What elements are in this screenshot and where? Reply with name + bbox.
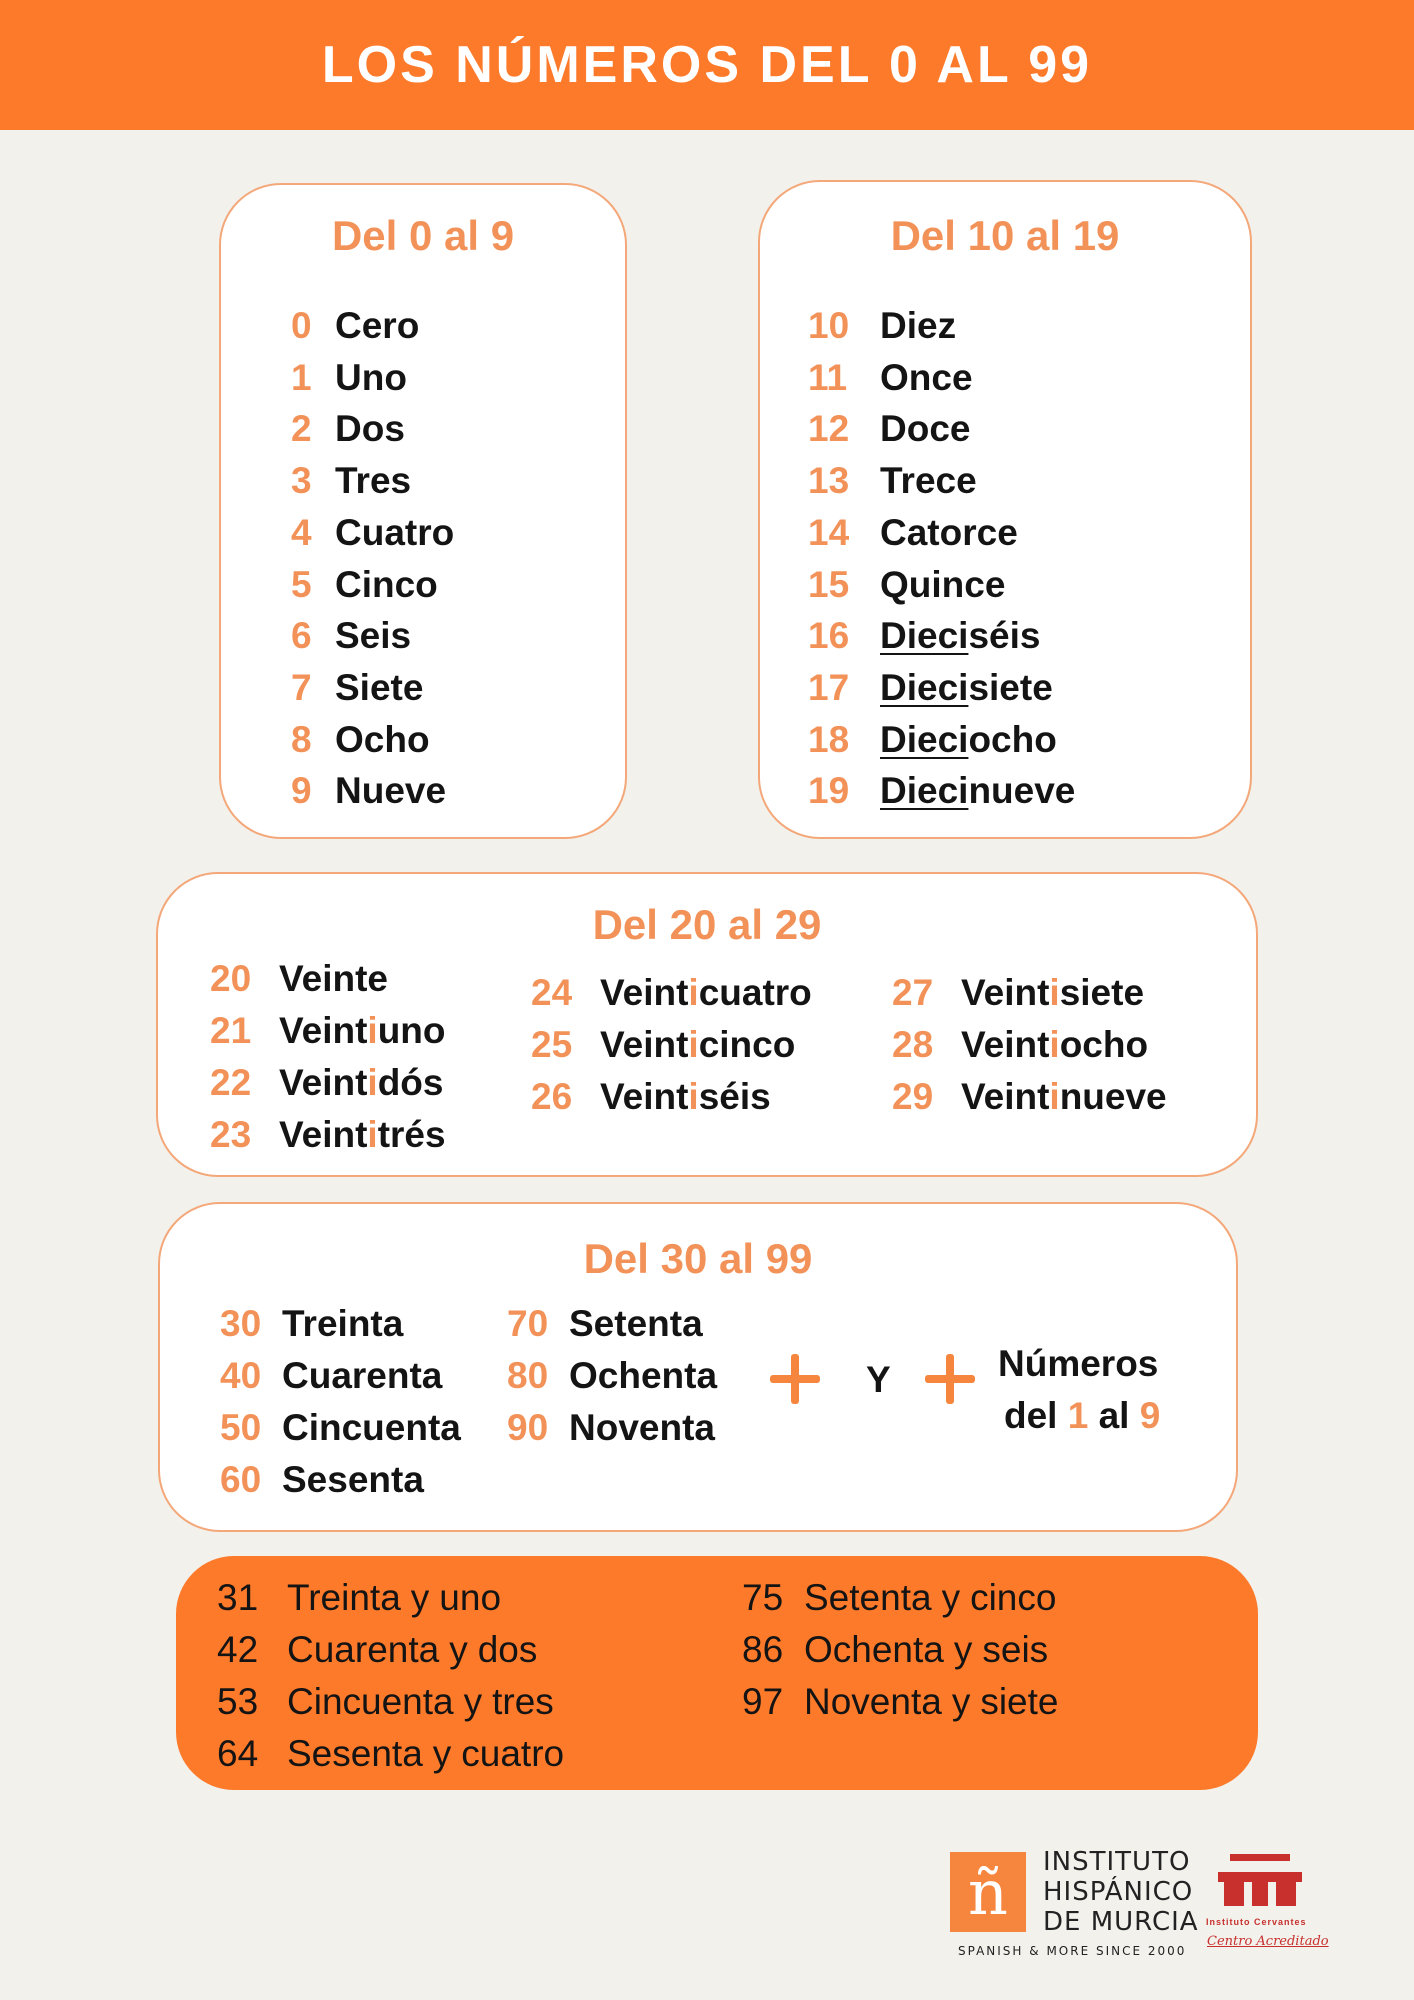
cervantes-subtitle: Centro Acreditado: [1207, 1934, 1329, 1949]
number-word: Ocho: [335, 718, 430, 760]
number-word-stem: Veint: [600, 1024, 689, 1065]
number-word-unit: séis: [698, 1076, 771, 1117]
number-word: Cuarenta: [282, 1355, 443, 1396]
example-row: [742, 1676, 1058, 1728]
number-digit: 2: [291, 408, 312, 450]
example-row: [217, 1572, 501, 1624]
number-word-unit: cinco: [698, 1024, 796, 1065]
number-digit: 7: [291, 666, 312, 708]
card-0-9-title: Del 0 al 9: [331, 212, 515, 259]
example-unit: cuatro: [461, 1733, 565, 1774]
number-word-unit: uno: [377, 1010, 446, 1051]
card-20-29-title: Del 20 al 29: [592, 901, 822, 948]
number-word: Cinco: [335, 563, 438, 605]
number-word-stem: Veinte: [279, 958, 388, 999]
number-digit: 6: [291, 615, 312, 657]
number-digit: 8: [291, 718, 312, 760]
number-word: Tres: [335, 460, 412, 502]
number-digit: 22: [210, 1062, 252, 1103]
number-row: [210, 1109, 446, 1161]
number-word: Ochenta: [569, 1355, 718, 1396]
example-y: y: [463, 1681, 483, 1722]
number-digit: 9: [291, 770, 312, 812]
number-row: [291, 507, 454, 559]
number-row: [291, 300, 419, 352]
number-digit: 16: [808, 615, 850, 657]
number-word-unit: dós: [377, 1062, 444, 1103]
number-word-stem: Veint: [279, 1010, 368, 1051]
number-digit: 80: [507, 1355, 549, 1396]
number-word: Noventa: [569, 1407, 715, 1448]
number-row: [291, 559, 438, 611]
number-row: [808, 610, 1040, 662]
number-digit: 29: [892, 1076, 934, 1117]
number-word: Sesenta: [282, 1459, 424, 1500]
cervantes-logo-icon: [1216, 1852, 1304, 1910]
number-row: [291, 403, 405, 455]
card-10-19-title: Del 10 al 19: [890, 212, 1120, 259]
number-word-prefix: Dieci: [880, 770, 969, 812]
number-word: Seis: [335, 615, 412, 657]
number-digit: 1: [291, 356, 312, 398]
example-number: 75: [742, 1577, 784, 1618]
number-row: [220, 1454, 424, 1506]
number-word-stem: Veint: [961, 1076, 1050, 1117]
logo-line-2: HISPÁNICO: [1043, 1877, 1194, 1907]
number-row: [291, 352, 407, 404]
plus-icon: [925, 1354, 975, 1404]
number-word-link: i: [367, 1114, 378, 1155]
number-word: Siete: [335, 666, 424, 708]
number-digit: 5: [291, 563, 312, 605]
page-title: LOS NÚMEROS DEL 0 AL 99: [321, 36, 1093, 94]
plus-icon: [770, 1354, 820, 1404]
example-number: 42: [217, 1629, 259, 1670]
example-unit: tres: [492, 1681, 554, 1722]
number-word: Cero: [335, 305, 420, 346]
number-row: [808, 765, 1075, 817]
example-number: 31: [217, 1577, 259, 1618]
example-unit: siete: [980, 1681, 1059, 1722]
number-word-stem: Veint: [961, 1024, 1050, 1065]
number-row: [210, 1005, 446, 1057]
number-row: [291, 455, 411, 507]
example-y: y: [432, 1733, 452, 1774]
number-word: Quince: [880, 563, 1006, 605]
number-word-link: i: [1049, 1024, 1060, 1065]
example-number: 97: [742, 1681, 784, 1722]
number-word-link: i: [688, 972, 699, 1013]
number-word-stem: Veint: [279, 1062, 368, 1103]
number-row: [808, 662, 1053, 714]
number-row: [291, 662, 423, 714]
number-row: [220, 1298, 403, 1350]
title-banner: [0, 0, 1414, 130]
example-row: [217, 1728, 564, 1780]
number-digit: 24: [531, 972, 573, 1013]
example-tens: Setenta: [804, 1577, 932, 1618]
number-word: Doce: [880, 408, 971, 450]
number-word: Nueve: [335, 770, 447, 812]
number-row: [291, 610, 411, 662]
example-unit: dos: [477, 1629, 538, 1670]
y-connector: Y: [866, 1359, 891, 1400]
example-tens: Noventa: [804, 1681, 942, 1722]
number-word-suffix: siete: [968, 666, 1053, 708]
number-digit: 21: [210, 1010, 252, 1051]
logo-mark: [950, 1852, 1026, 1932]
number-digit: 4: [291, 511, 312, 553]
number-row: [531, 1071, 771, 1123]
number-row: [210, 953, 388, 1005]
example-y: y: [410, 1577, 430, 1618]
example-row: [742, 1572, 1056, 1624]
number-row: [808, 403, 970, 455]
number-word: Uno: [335, 356, 407, 398]
number-digit: 3: [291, 460, 312, 502]
number-word-unit: ocho: [1059, 1024, 1149, 1065]
number-word-link: i: [367, 1062, 378, 1103]
number-digit: 13: [808, 460, 850, 502]
number-word: Catorce: [880, 511, 1018, 553]
example-row: [217, 1624, 537, 1676]
example-tens: Sesenta: [287, 1733, 423, 1774]
number-digit: 60: [220, 1459, 262, 1500]
number-digit: 20: [210, 958, 252, 999]
number-digit: 50: [220, 1407, 262, 1448]
number-word-prefix: Dieci: [880, 615, 969, 657]
number-word-stem: Veint: [600, 1076, 689, 1117]
number-word: Cuatro: [335, 511, 455, 553]
logo-tagline: SPANISH & MORE SINCE 2000: [958, 1944, 1187, 1958]
number-digit: 15: [808, 563, 850, 605]
number-word-unit: siete: [1059, 972, 1145, 1013]
number-row: [808, 300, 956, 352]
number-row: [808, 714, 1057, 766]
number-digit: 0: [291, 305, 312, 346]
number-digit: 14: [808, 511, 850, 553]
number-digit: 19: [808, 770, 850, 812]
example-y: y: [449, 1629, 468, 1670]
number-digit: 11: [808, 356, 848, 398]
number-word: Diez: [880, 305, 957, 346]
example-row: [742, 1624, 1048, 1676]
number-row: [808, 352, 973, 404]
number-word-link: i: [688, 1024, 699, 1065]
number-word-unit: trés: [377, 1114, 446, 1155]
example-number: 64: [217, 1733, 259, 1774]
example-y: y: [941, 1577, 961, 1618]
number-word-prefix: Dieci: [880, 718, 969, 760]
number-digit: 23: [210, 1114, 252, 1155]
number-word: Cincuenta: [282, 1407, 461, 1448]
units-label-line2: del 1 al 9: [1004, 1395, 1161, 1436]
number-word-link: i: [367, 1010, 378, 1051]
number-digit: 70: [507, 1303, 549, 1344]
number-word-link: i: [1049, 1076, 1060, 1117]
number-row: [507, 1350, 717, 1402]
number-digit: 90: [507, 1407, 549, 1448]
number-row: [808, 455, 977, 507]
example-tens: Cuarenta: [287, 1629, 440, 1670]
number-word-unit: nueve: [1059, 1076, 1167, 1117]
number-row: [892, 1019, 1148, 1071]
example-tens: Cincuenta: [287, 1681, 454, 1722]
number-digit: 30: [220, 1303, 262, 1344]
cervantes-name: Instituto Cervantes: [1206, 1917, 1307, 1927]
number-row: [220, 1402, 461, 1454]
number-digit: 18: [808, 718, 850, 760]
number-word-stem: Veint: [961, 972, 1050, 1013]
number-row: [507, 1298, 703, 1350]
example-unit: uno: [439, 1577, 502, 1618]
number-word-link: i: [688, 1076, 699, 1117]
card-30-99-title: Del 30 al 99: [583, 1235, 813, 1282]
number-word: Once: [880, 356, 973, 398]
example-row: [217, 1676, 554, 1728]
number-word: Treinta: [282, 1303, 404, 1344]
number-word: Setenta: [569, 1303, 703, 1344]
number-digit: 28: [892, 1024, 934, 1065]
logo-glyph: ñ: [968, 1856, 1008, 1929]
units-label-line1: Números: [998, 1343, 1159, 1384]
number-digit: 26: [531, 1076, 573, 1117]
number-digit: 25: [531, 1024, 573, 1065]
logo-line-1: INSTITUTO: [1043, 1847, 1191, 1877]
example-number: 86: [742, 1629, 784, 1670]
number-row: [507, 1402, 715, 1454]
number-word-suffix: ocho: [968, 718, 1057, 760]
example-y: y: [951, 1681, 971, 1722]
number-word-unit: cuatro: [698, 972, 812, 1013]
number-word: Dos: [335, 408, 405, 450]
number-digit: 17: [808, 666, 850, 708]
number-digit: 40: [220, 1355, 262, 1396]
example-y: y: [953, 1629, 973, 1670]
number-row: [808, 507, 1018, 559]
number-row: [808, 559, 1005, 611]
number-digit: 27: [892, 972, 934, 1013]
number-row: [892, 967, 1144, 1019]
logo-line-3: DE MURCIA: [1043, 1907, 1199, 1937]
number-word-link: i: [1049, 972, 1060, 1013]
number-word-prefix: Dieci: [880, 666, 969, 708]
number-row: [892, 1071, 1167, 1123]
number-row: [210, 1057, 443, 1109]
example-unit: seis: [982, 1629, 1049, 1670]
number-word-suffix: séis: [968, 615, 1041, 657]
number-word-stem: Veint: [600, 972, 689, 1013]
number-row: [220, 1350, 442, 1402]
number-word: Trece: [880, 460, 977, 502]
number-digit: 12: [808, 408, 850, 450]
number-row: [291, 765, 446, 817]
number-digit: 10: [808, 305, 850, 346]
number-row: [531, 967, 812, 1019]
example-tens: Treinta: [287, 1577, 401, 1618]
example-tens: Ochenta: [804, 1629, 944, 1670]
number-row: [291, 714, 430, 766]
example-unit: cinco: [970, 1577, 1057, 1618]
number-word-stem: Veint: [279, 1114, 368, 1155]
example-number: 53: [217, 1681, 259, 1722]
number-row: [531, 1019, 795, 1071]
number-word-suffix: nueve: [968, 770, 1076, 812]
